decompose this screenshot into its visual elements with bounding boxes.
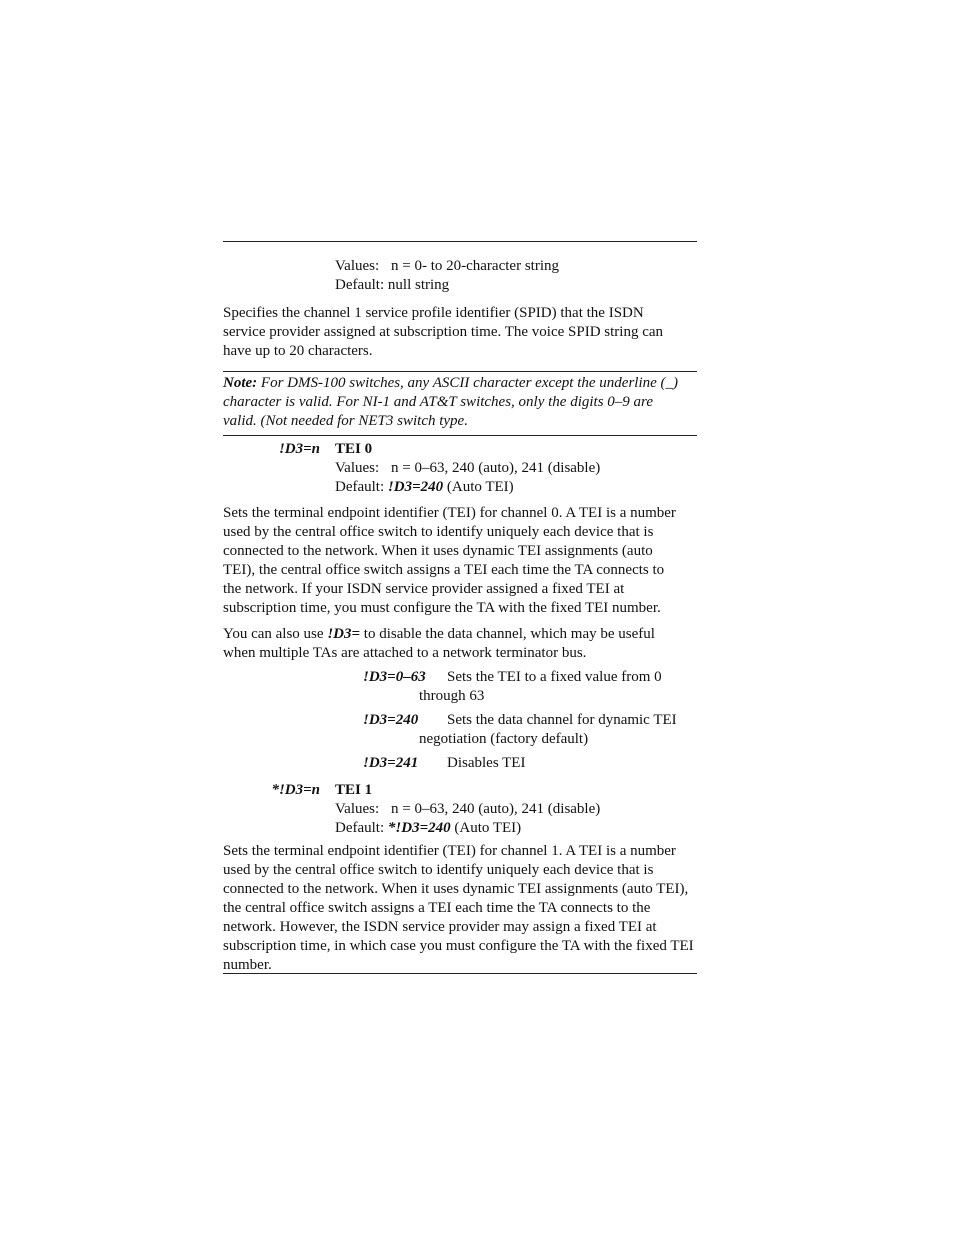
bottom-divider: [223, 973, 697, 974]
option-description: Sets the data channel for dynamic TEI: [447, 712, 677, 728]
tei1-values: Values: n = 0–63, 240 (auto), 241 (disable): [335, 801, 601, 817]
note-label: Note:: [223, 375, 258, 391]
tei0-values: Values: n = 0–63, 240 (auto), 241 (disable): [335, 460, 601, 476]
note-top-divider: [223, 371, 697, 372]
option-code: !D3=240: [363, 712, 419, 728]
tei1-description: Sets the terminal endpoint identifier (TEI) for channel 1. A TEI is a number used by the central office switch to identify uniquely each device that is connected to the network. When it uses dynamic TEI assignments (auto TEI), the central office switch assigns a TEI each time the TA connects to the network. However, the ISDN service provider may assign a fixed TEI at subscription time, in which case you must configure the TA with the fixed TEI number.: [223, 843, 694, 973]
tei0-description: Sets the terminal endpoint identifier (TEI) for channel 0. A TEI is a number used by the central office switch to identify uniquely each device that is connected to the network. When it uses dynamic TEI assignments (auto TEI), the central office switch assigns a TEI each time the TA connects to the network. If your ISDN service provider assigned a fixed TEI at subscription time, you must configure the TA with the fixed TEI number.: [223, 505, 676, 616]
spid-description: Specifies the channel 1 service profile identifier (SPID) that the ISDN service provider assigned at subscription time. The voice SPID string can have up to 20 characters.: [223, 305, 664, 359]
tei0-command: !D3=n: [278, 441, 320, 457]
note-block: Note: For DMS-100 switches, any ASCII character except the underline (_) character is valid. For NI-1 and AT&T switches, only the digits 0–9 are valid. (Not needed for NET3 switch type.: [223, 374, 697, 431]
tei0-default: Default: !D3=240 (Auto TEI): [335, 479, 514, 495]
values-line: Values: n = 0- to 20-character string: [335, 258, 559, 274]
note-line-1: Note: For DMS-100 switches, any ASCII character except the underline (_): [223, 375, 679, 391]
default-line: Default: null string: [335, 277, 450, 293]
tei1-default: Default: *!D3=240 (Auto TEI): [335, 820, 522, 836]
tei1-command: *!D3=n: [271, 782, 320, 798]
option-code: !D3=241: [363, 755, 419, 771]
note-bottom-divider: [223, 435, 697, 436]
option-description: Sets the TEI to a fixed value from 0: [447, 669, 662, 685]
option-code: !D3=0–63: [363, 669, 426, 685]
option-description-continued: negotiation (factory default): [419, 731, 589, 747]
top-divider: [223, 241, 697, 242]
tei0-title: TEI 0: [335, 441, 373, 457]
option-description: Disables TEI: [447, 755, 526, 771]
option-description-continued: through 63: [419, 688, 485, 704]
tei1-title: TEI 1: [335, 782, 373, 798]
tei0-also-paragraph: You can also use !D3= to disable the data channel, which may be useful when multiple TAs are attached to a network terminator bus.: [223, 626, 655, 661]
